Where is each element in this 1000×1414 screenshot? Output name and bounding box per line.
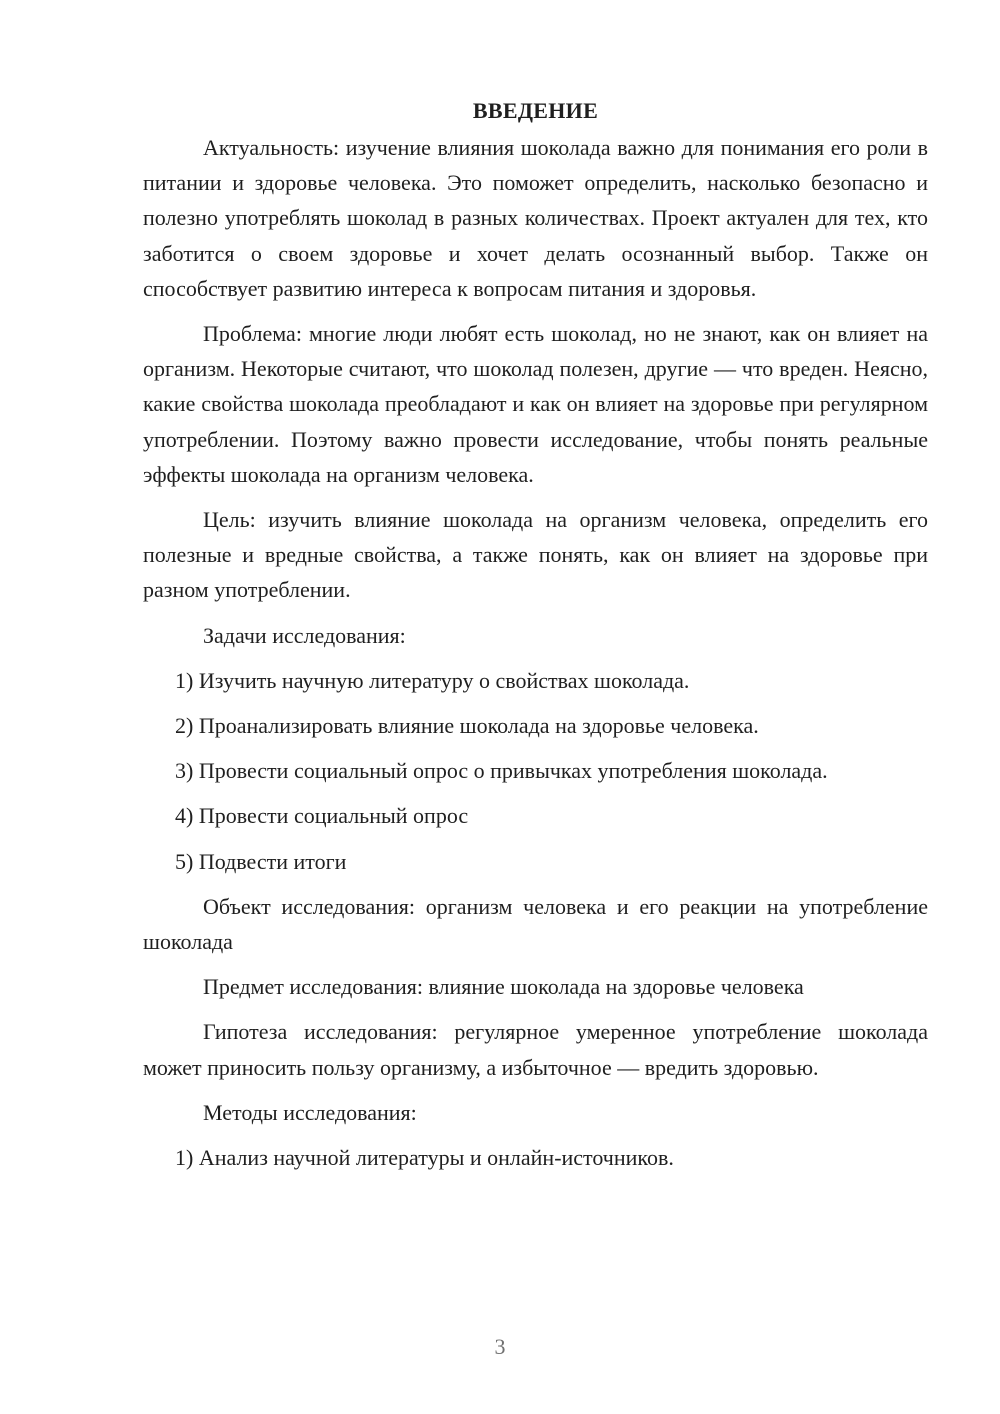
tasks-heading: Задачи исследования: <box>203 622 406 648</box>
section-heading: ВВЕДЕНИЕ <box>472 98 599 123</box>
method-item: 1) Анализ научной литературы и онлайн-источников. <box>175 1145 674 1171</box>
task-item: 4) Провести социальный опрос <box>175 803 469 829</box>
hypothesis-paragraph: Гипотеза исследования: регулярное умеренное употребление шоколада может приносить пользу организму, а избыточное — вредить здоровью. <box>143 1019 928 1080</box>
task-item: 2) Проанализировать влияние шоколада на здоровье человека. <box>175 713 759 739</box>
task-item: 3) Провести социальный опрос о привычках употребления шоколада. <box>175 758 828 784</box>
tasks-list <box>143 663 928 879</box>
task-item: 5) Подвести итоги <box>175 848 347 874</box>
object-paragraph: Объект исследования: организм человека и его реакции на употребление шоколада <box>143 893 928 955</box>
methods-list <box>143 1140 928 1175</box>
methods-heading: Методы исследования: <box>203 1099 417 1125</box>
page-number: 3 <box>494 1334 506 1359</box>
relevance-paragraph: Актуальность: изучение влияния шоколада важно для понимания его роли в питании и здоровье человека. Это поможет определить, насколько безопасно и полезно употреблять шоколад в разных количествах. Проект актуален для тех, кто заботится о своем здоровье и хочет делать осознанный выбор. Также он способствует развитию интереса к вопросам питания и здоровья. <box>143 135 928 301</box>
task-item: 1) Изучить научную литературу о свойствах шоколада. <box>175 667 690 693</box>
page-content <box>143 96 928 1185</box>
problem-paragraph: Проблема: многие люди любят есть шоколад, но не знают, как он влияет на организм. Некоторые считают, что шоколад полезен, другие — что вреден. Неясно, какие свойства шоколада преобладают и как он влияет на здоровье при регулярном употреблении. Поэтому важно провести исследование, чтобы понять реальные эффекты шоколада на организм человека. <box>143 321 928 487</box>
goal-paragraph: Цель: изучить влияние шоколада на организм человека, определить его полезные и вредные свойства, а также понять, как он влияет на здоровье при разном употреблении. <box>143 507 928 603</box>
subject-paragraph: Предмет исследования: влияние шоколада на здоровье человека <box>203 974 804 1000</box>
